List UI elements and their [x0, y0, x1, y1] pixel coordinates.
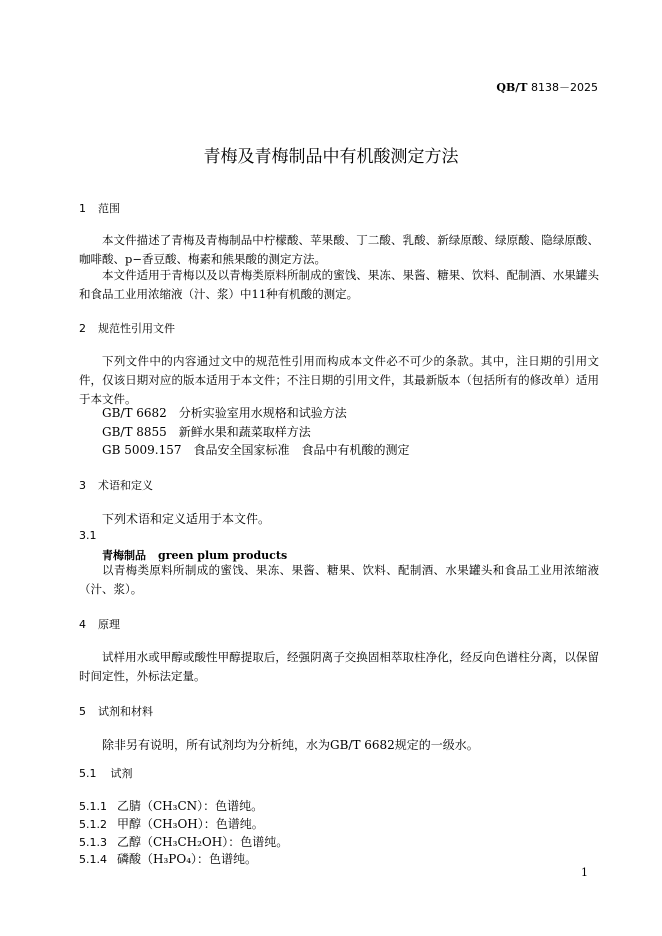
section-3-number: 3 — [79, 479, 86, 492]
reagent-number: 5.1.1 — [79, 800, 107, 813]
reagent-item — [79, 850, 257, 867]
standard-prefix: QB/T — [496, 81, 528, 94]
reagent-number: 5.1.3 — [79, 836, 107, 849]
section-2-paragraph-1: 下列文件中的内容通过文中的规范性引用而构成本文件必不可少的条款。其中，注日期的引用文件，仅该日期对应的版本适用于本文件；不注日期的引用文件，其最新版本（包括所有的修改单）适用于本文件。 — [79, 354, 599, 406]
term-english: green plum products — [158, 549, 288, 562]
subsection-5-1-title: 试剂 — [110, 767, 133, 780]
section-1-title: 范围 — [98, 202, 120, 215]
section-1-paragraph-2: 本文件适用于青梅以及以青梅类原料所制成的蜜饯、果冻、果酱、糖果、饮料、配制酒、水果罐头和食品工业用浓缩液（汁、浆）中11种有机酸的测定。 — [79, 268, 599, 301]
reagent-number: 5.1.4 — [79, 853, 107, 866]
reagent-text: 乙腈（CH₃CN）：色谱纯。 — [117, 799, 264, 813]
term-definition: 以青梅类原料所制成的蜜饯、果冻、果酱、糖果、饮料、配制酒、水果罐头和食品工业用浓缩液（汁、浆）。 — [79, 563, 599, 596]
section-3-paragraph-1: 下列术语和定义适用于本文件。 — [102, 512, 271, 526]
reagent-number: 5.1.2 — [79, 818, 107, 831]
page-number: 1 — [581, 866, 588, 879]
term-chinese: 青梅制品 — [102, 549, 146, 562]
reagent-text: 乙醇（CH₃CH₂OH）：色谱纯。 — [117, 835, 289, 849]
section-4-title: 原理 — [98, 618, 120, 631]
reference-item: GB/T 6682 分析实验室用水规格和试验方法 — [102, 406, 347, 420]
section-1-number: 1 — [79, 202, 86, 215]
section-1-heading — [79, 200, 120, 216]
term-number: 3.1 — [79, 529, 97, 542]
section-3-title: 术语和定义 — [98, 479, 153, 492]
section-5-heading — [79, 703, 153, 719]
standard-code: 8138－2025 — [531, 81, 598, 94]
standard-number — [496, 79, 598, 95]
reference-item: GB/T 8855 新鲜水果和蔬菜取样方法 — [102, 425, 311, 439]
section-4-heading — [79, 616, 120, 632]
section-5-number: 5 — [79, 705, 86, 718]
reagent-text: 甲醇（CH₃OH）：色谱纯。 — [117, 817, 264, 831]
subsection-5-1-number: 5.1 — [79, 767, 97, 780]
section-4-number: 4 — [79, 618, 86, 631]
reference-item: GB 5009.157 食品安全国家标准 食品中有机酸的测定 — [102, 443, 410, 457]
subsection-5-1-heading — [79, 765, 133, 781]
section-5-title: 试剂和材料 — [98, 705, 153, 718]
section-5-paragraph-1: 除非另有说明，所有试剂均为分析纯，水为GB/T 6682规定的一级水。 — [102, 738, 479, 752]
reagent-item — [79, 833, 288, 850]
section-2-number: 2 — [79, 322, 86, 335]
reagent-item — [79, 797, 263, 814]
section-4-paragraph-1: 试样用水或甲醇或酸性甲醇提取后，经强阴离子交换固相萃取柱净化，经反向色谱柱分离，以保留时间定性，外标法定量。 — [79, 650, 599, 683]
section-3-heading — [79, 477, 153, 493]
reagent-item — [79, 815, 264, 832]
section-2-title: 规范性引用文件 — [98, 322, 175, 335]
section-1-paragraph-1: 本文件描述了青梅及青梅制品中柠檬酸、苹果酸、丁二酸、乳酸、新绿原酸、绿原酸、隐绿原酸、咖啡酸、p−香豆酸、梅素和熊果酸的测定方法。 — [79, 233, 599, 266]
document-title: 青梅及青梅制品中有机酸测定方法 — [203, 147, 459, 167]
reagent-text: 磷酸（H₃PO₄）：色谱纯。 — [117, 852, 257, 866]
section-2-heading — [79, 320, 175, 336]
